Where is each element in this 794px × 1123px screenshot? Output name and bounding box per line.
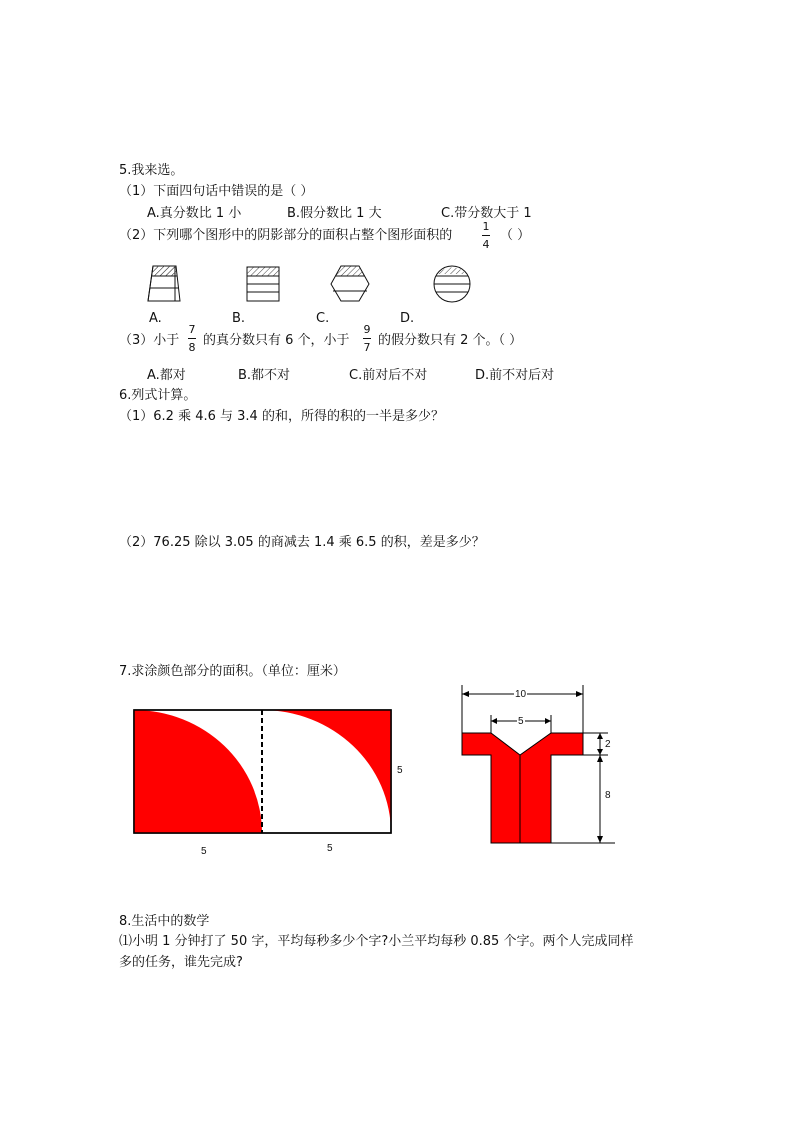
figure-1-left-shaded-quarter bbox=[134, 710, 262, 833]
fraction-denominator: 8 bbox=[188, 341, 196, 354]
q5-p3-post: 的假分数只有 2 个。（ ） bbox=[378, 333, 523, 348]
q5-p2-paren: （ ） bbox=[500, 228, 531, 243]
q5-p3-option-d: D.前不对后对 bbox=[475, 368, 555, 383]
t-shape-shaded bbox=[462, 733, 583, 843]
q5-p2-stem: （2）下列哪个图形中的阴影部分的面积占整个图形面积的 bbox=[119, 228, 453, 243]
q7-title: 7.求涂颜色部分的面积。（单位：厘米） bbox=[119, 664, 346, 679]
q5-p2-label-a: A. bbox=[149, 311, 162, 326]
q5-p2-label-d: D. bbox=[400, 311, 415, 326]
fraction-denominator: 4 bbox=[482, 238, 490, 251]
figure-d-circle bbox=[434, 266, 470, 302]
fraction-numerator: 7 bbox=[188, 323, 196, 336]
q8-p1-line-2: 多的任务，谁先完成? bbox=[119, 955, 243, 970]
dim-5-right-arrow-icon bbox=[545, 718, 551, 724]
q5-p3-option-b: B.都不对 bbox=[238, 368, 291, 383]
dim-8-bottom-arrow-icon bbox=[597, 836, 603, 843]
q5-option-figures bbox=[0, 0, 794, 320]
dim-2-top-arrow-icon bbox=[597, 733, 603, 739]
figure-2-top-label: 10 bbox=[514, 687, 527, 703]
q5-p3-option-c: C.前对后不对 bbox=[349, 368, 428, 383]
q5-p1-stem: （1）下面四句话中错误的是（ ） bbox=[119, 184, 314, 199]
figure-1-bottom-left-label: 5 bbox=[201, 846, 207, 857]
dim-10-right-arrow-icon bbox=[576, 691, 583, 697]
dim-10-left-arrow-icon bbox=[462, 691, 469, 697]
q5-p3-fraction-2 bbox=[361, 324, 373, 353]
figure-2-side-top-label: 2 bbox=[605, 739, 611, 750]
q8-p1-line-1: ⑴小明 1 分钟打了 50 字，平均每秒多少个字?小兰平均每秒 0.85 个字。两个人完成同样 bbox=[119, 934, 634, 949]
q5-title: 5.我来选。 bbox=[119, 163, 184, 178]
q6-p2: （2）76.25 除以 3.05 的商减去 1.4 乘 6.5 的积，差是多少？ bbox=[119, 535, 485, 550]
figure-1-frame bbox=[134, 710, 391, 833]
fraction-bar bbox=[363, 338, 371, 339]
dim-2-bottom-arrow-icon bbox=[597, 749, 603, 755]
figure-1-right-label: 5 bbox=[397, 765, 403, 776]
q5-p3-option-a: A.都对 bbox=[147, 368, 186, 383]
q6-p1: （1）6.2 乘 4.6 与 3.4 的和，所得的积的一半是多少？ bbox=[119, 409, 444, 424]
figure-1-right-shaded-corner bbox=[262, 710, 391, 833]
fraction-bar bbox=[188, 338, 196, 339]
figure-c-hexagon bbox=[331, 266, 369, 301]
q8-title: 8.生活中的数学 bbox=[119, 914, 210, 929]
q5-p2-label-c: C. bbox=[316, 311, 330, 326]
q5-p1-option-a: A.真分数比 1 小 bbox=[147, 206, 242, 221]
fraction-numerator: 1 bbox=[482, 220, 490, 233]
figure-b-rectangle bbox=[247, 267, 279, 301]
q6-title: 6.列式计算。 bbox=[119, 388, 197, 403]
q5-p3-fraction-1 bbox=[186, 324, 198, 353]
figure-2-side-bottom-label: 8 bbox=[605, 790, 611, 801]
q5-p1-option-c: C.带分数大于 1 bbox=[441, 206, 532, 221]
fraction-denominator: 7 bbox=[363, 341, 371, 354]
dim-5-left-arrow-icon bbox=[491, 718, 497, 724]
q5-p3-mid: 的真分数只有 6 个，小于 bbox=[203, 333, 350, 348]
figure-1-bottom-right-label: 5 bbox=[327, 843, 333, 854]
q5-p1-option-b: B.假分数比 1 大 bbox=[287, 206, 382, 221]
q5-p2-label-b: B. bbox=[232, 311, 246, 326]
figure-2-inner-label: 5 bbox=[517, 714, 525, 730]
figure-a-trapezoid bbox=[148, 266, 180, 301]
dim-8-top-arrow-icon bbox=[597, 755, 603, 762]
fraction-numerator: 9 bbox=[363, 323, 371, 336]
q5-p3-pre: （3）小于 bbox=[119, 333, 180, 348]
